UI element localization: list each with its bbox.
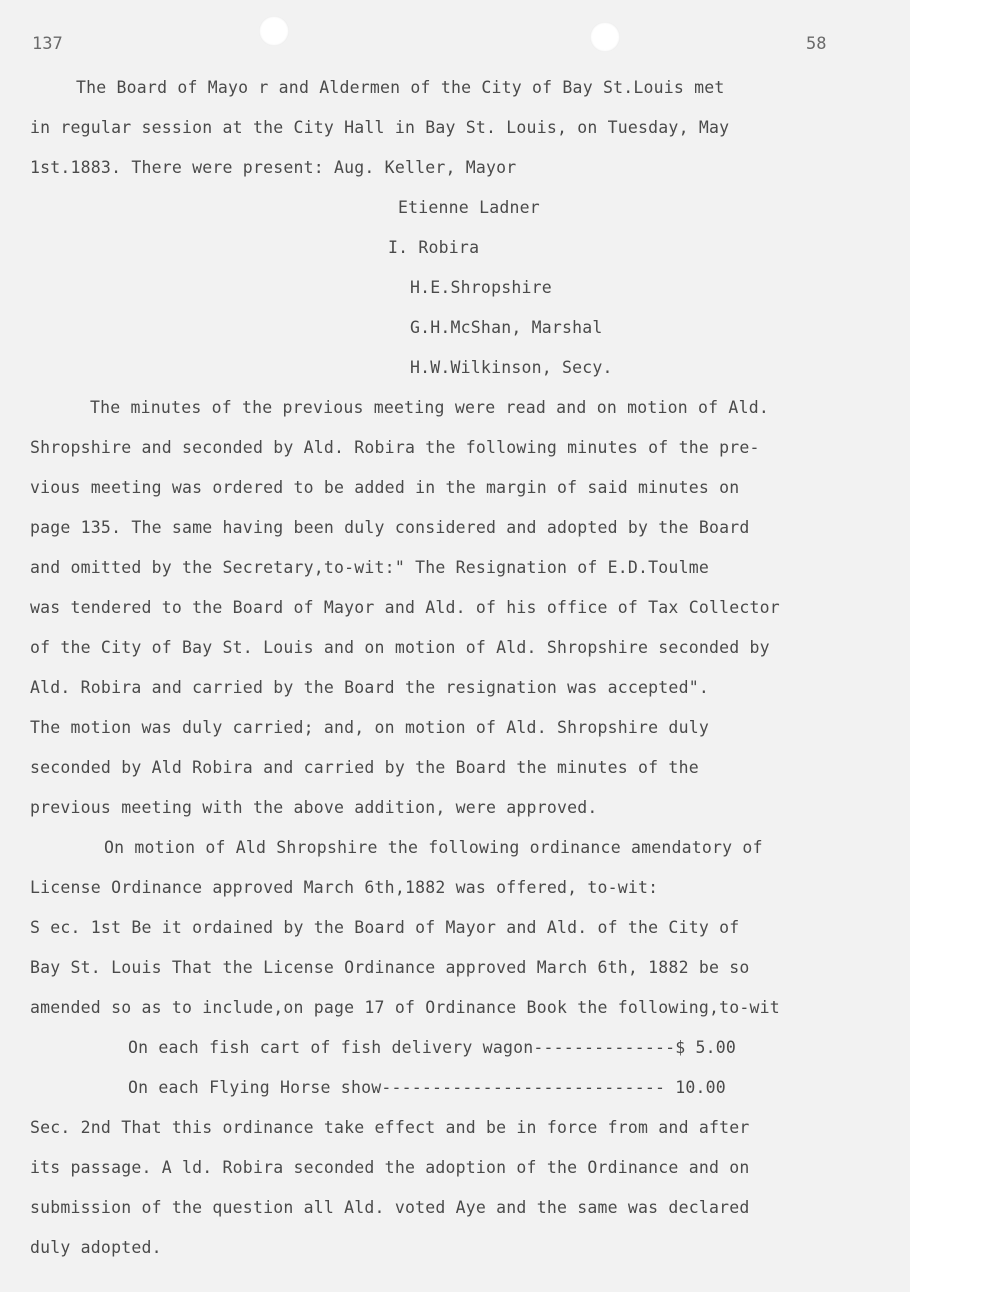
text-line: Bay St. Louis That the License Ordinance approved March 6th, 1882 be so (30, 958, 750, 977)
license-fee-line: On each Flying Horse show---------------------------- 10.00 (128, 1078, 726, 1097)
text-line: and omitted by the Secretary,to-wit:" The Resignation of E.D.Toulme (30, 558, 709, 577)
attendee-name: Etienne Ladner (398, 198, 540, 217)
text-line: was tendered to the Board of Mayor and Ald. of his office of Tax Collector (30, 598, 780, 617)
text-line: its passage. A ld. Robira seconded the adoption of the Ordinance and on (30, 1158, 750, 1177)
text-line: vious meeting was ordered to be added in the margin of said minutes on (30, 478, 740, 497)
text-line: page 135. The same having been duly considered and adopted by the Board (30, 518, 750, 537)
text-line: Shropshire and seconded by Ald. Robira the following minutes of the pre- (30, 438, 760, 457)
text-line: Ald. Robira and carried by the Board the resignation was accepted". (30, 678, 709, 697)
attendee-name: G.H.McShan, Marshal (410, 318, 603, 337)
text-line: 1st.1883. There were present: Aug. Keller, Mayor (30, 158, 517, 177)
text-line: The minutes of the previous meeting were read and on motion of Ald. (90, 398, 769, 417)
text-line: previous meeting with the above addition, were approved. (30, 798, 598, 817)
punch-hole (590, 22, 620, 52)
text-line: Sec. 2nd That this ordinance take effect and be in force from and after (30, 1118, 750, 1137)
text-line: S ec. 1st Be it ordained by the Board of Mayor and Ald. of the City of (30, 918, 740, 937)
text-line: The Board of Mayo r and Aldermen of the City of Bay St.Louis met (76, 78, 725, 97)
text-line: amended so as to include,on page 17 of Ordinance Book the following,to-wit (30, 998, 780, 1017)
text-line: On motion of Ald Shropshire the following ordinance amendatory of (104, 838, 763, 857)
text-line: seconded by Ald Robira and carried by the Board the minutes of the (30, 758, 699, 777)
text-line: License Ordinance approved March 6th,1882 was offered, to-wit: (30, 878, 659, 897)
page-number-left: 137 (32, 34, 63, 54)
text-line: The motion was duly carried; and, on motion of Ald. Shropshire duly (30, 718, 709, 737)
scan-margin (910, 0, 992, 1292)
text-line: duly adopted. (30, 1238, 162, 1257)
license-fee-line: On each fish cart of fish delivery wagon--------------$ 5.00 (128, 1038, 737, 1057)
attendee-name: H.E.Shropshire (410, 278, 552, 297)
punch-hole (259, 16, 289, 46)
attendee-name: I. Robira (388, 238, 480, 257)
attendee-name: H.W.Wilkinson, Secy. (410, 358, 613, 377)
text-line: submission of the question all Ald. voted Aye and the same was declared (30, 1198, 750, 1217)
page-number-right: 58 (806, 34, 827, 54)
text-line: of the City of Bay St. Louis and on motion of Ald. Shropshire seconded by (30, 638, 770, 657)
text-line: in regular session at the City Hall in Bay St. Louis, on Tuesday, May (30, 118, 730, 137)
